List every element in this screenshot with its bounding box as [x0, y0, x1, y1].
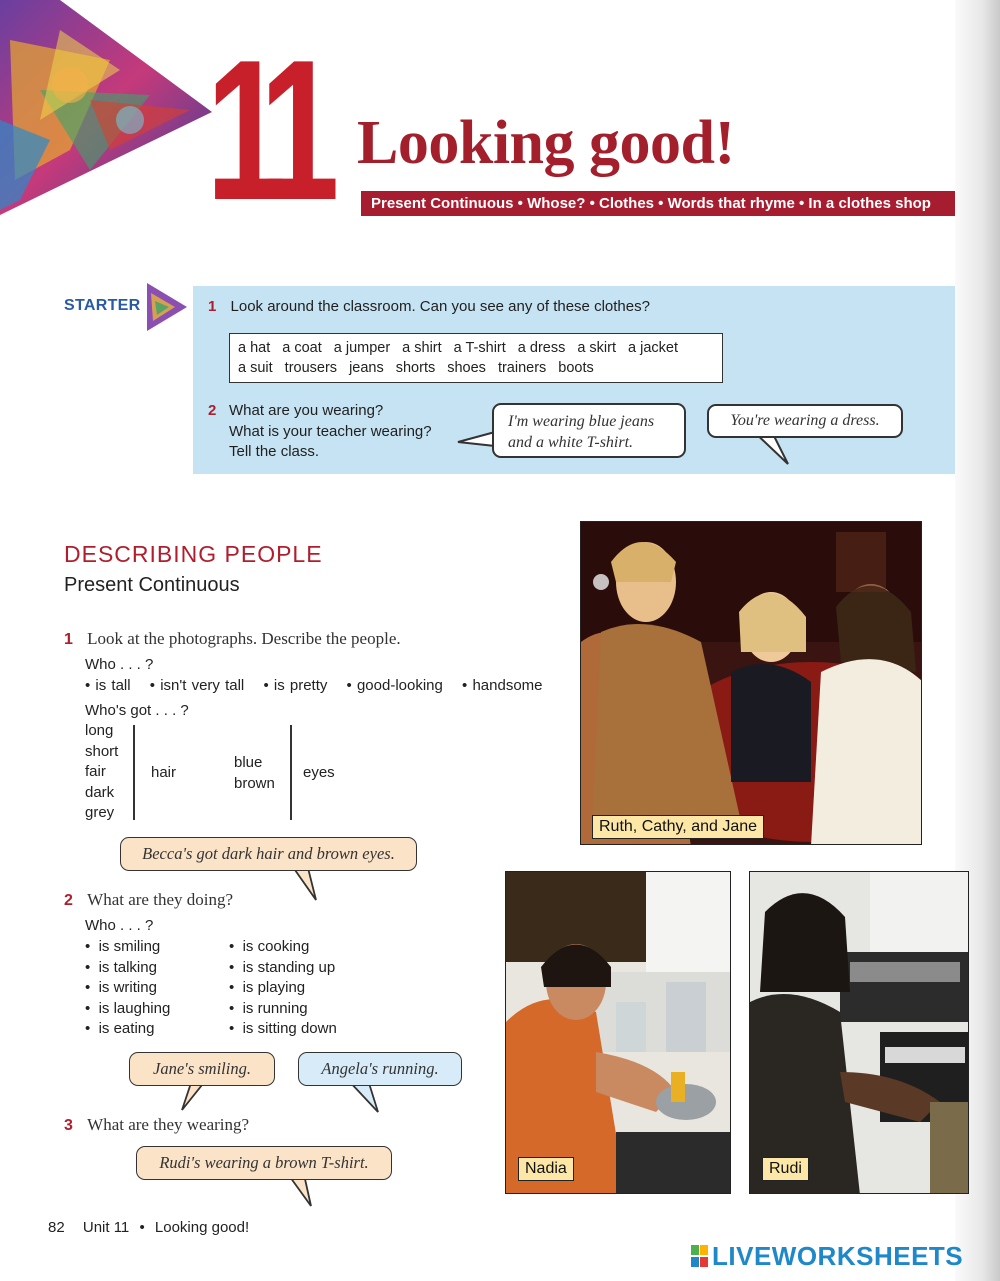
starter-arrow-icon	[145, 281, 190, 333]
doing-item: • is cooking	[229, 938, 310, 955]
who-item: • good-looking	[346, 677, 443, 694]
question-number: 2	[208, 402, 217, 419]
hair-adjective: short	[85, 742, 119, 760]
speech-bubble-becca: Becca's got dark hair and brown eyes.	[120, 837, 417, 871]
exercise-text: What are they doing?	[87, 890, 234, 909]
question-number: 1	[208, 298, 217, 315]
eye-adjectives	[234, 753, 275, 794]
who-item: • isn't very tall	[149, 677, 245, 694]
question-line: What is your teacher wearing?	[229, 422, 432, 440]
hair-adjective: grey	[85, 804, 115, 821]
divider-line	[290, 725, 292, 820]
who-list	[85, 676, 543, 697]
bubble-line: I'm wearing blue jeans	[508, 413, 655, 430]
hair-adjective: long	[85, 722, 114, 739]
footer-title: Looking good!	[154, 1219, 250, 1236]
hair-word: hair	[151, 764, 177, 781]
starter-question-1	[208, 298, 650, 315]
section-subtitle: Present Continuous	[64, 574, 240, 596]
who-item: • handsome	[462, 677, 543, 694]
clothes-word: shoes	[447, 360, 486, 376]
hair-adjective: fair	[85, 763, 106, 780]
liveworksheets-logo	[691, 1241, 963, 1272]
exercise-number: 2	[64, 892, 73, 909]
exercise-2	[64, 890, 233, 910]
clothes-word-box	[229, 333, 723, 383]
clothes-word: jeans	[349, 360, 384, 376]
speech-bubble-rudi: Rudi's wearing a brown T-shirt.	[136, 1146, 392, 1180]
hair-adjective: dark	[85, 783, 115, 801]
speech-bubble-angela: Angela's running.	[298, 1052, 462, 1086]
photo-caption-rudi: Rudi	[762, 1157, 809, 1181]
clothes-word: a T-shirt	[453, 340, 506, 356]
clothes-word: trainers	[497, 360, 547, 376]
photo-nadia	[505, 871, 731, 1194]
clothes-word: a hat	[238, 340, 271, 356]
footer-unit: Unit 11	[82, 1219, 130, 1236]
clothes-word: a shirt	[402, 340, 442, 356]
who-item: • is tall	[85, 677, 131, 694]
eye-adjective: brown	[234, 774, 275, 792]
doing-item: • is laughing	[85, 999, 171, 1017]
exercise-3	[64, 1115, 249, 1135]
photo-friends	[580, 521, 922, 845]
section-title: DESCRIBING PEOPLE	[64, 541, 323, 567]
clothes-row-1	[238, 338, 714, 358]
doing-item: • is writing	[85, 979, 157, 996]
clothes-word: a jacket	[628, 340, 678, 356]
doing-item: • is running	[229, 999, 308, 1017]
doing-item: • is standing up	[229, 958, 336, 976]
clothes-word: trousers	[284, 360, 338, 376]
speech-bubble-jane: Jane's smiling.	[129, 1052, 275, 1086]
clothes-word: a suit	[238, 360, 273, 376]
clothes-word: a skirt	[577, 340, 617, 356]
speech-bubble-dress: You're wearing a dress.	[707, 404, 903, 438]
exercise-1	[64, 629, 401, 649]
exercise-text: Look at the photographs. Describe the people.	[87, 629, 401, 648]
clothes-word: boots	[558, 360, 594, 376]
doing-item: • is eating	[85, 1020, 155, 1037]
divider-line	[133, 725, 135, 820]
unit-title: Looking good!	[357, 109, 735, 177]
doing-item: • is playing	[229, 979, 306, 996]
doing-item: • is sitting down	[229, 1020, 337, 1037]
bubble-line: and a white T-shirt.	[508, 434, 634, 451]
question-text: Look around the classroom. Can you see any of these clothes?	[230, 298, 650, 315]
clothes-word: shorts	[395, 360, 436, 376]
doing-item: • is smiling	[85, 938, 161, 955]
liveworksheets-text: LIVEWORKSHEETS	[712, 1241, 964, 1271]
who-item: • is pretty	[263, 677, 328, 694]
footer-separator: •	[139, 1219, 145, 1236]
question-line: Tell the class.	[229, 443, 320, 460]
starter-question-2	[208, 401, 432, 463]
liveworksheets-icon	[691, 1243, 708, 1265]
clothes-word: a jumper	[333, 340, 391, 356]
starter-label: STARTER	[64, 297, 141, 314]
unit-number: 11	[206, 19, 321, 242]
clothes-word: a dress	[517, 340, 566, 356]
exercise-number: 1	[64, 631, 73, 648]
who-prompt: Who . . . ?	[85, 656, 154, 673]
clothes-word: a coat	[282, 340, 322, 356]
page-number: 82	[48, 1219, 65, 1236]
topic-bar: Present Continuous • Whose? • Clothes • Words that rhyme • In a clothes shop	[361, 191, 955, 216]
doing-list-2	[229, 937, 337, 1040]
doing-list-1	[85, 937, 170, 1040]
page-footer	[48, 1219, 249, 1236]
photo-caption-nadia: Nadia	[518, 1157, 574, 1181]
photo-caption-friends: Ruth, Cathy, and Jane	[592, 815, 764, 839]
whos-got-prompt: Who's got . . . ?	[85, 702, 189, 719]
exercise-text: What are they wearing?	[87, 1115, 250, 1134]
question-line: What are you wearing?	[229, 402, 384, 419]
exercise-number: 3	[64, 1117, 73, 1134]
speech-bubble-jeans	[492, 403, 686, 458]
hair-adjectives	[85, 721, 118, 824]
clothes-row-2	[238, 358, 714, 378]
who-prompt: Who . . . ?	[85, 917, 154, 934]
unit-banner-art	[0, 0, 215, 215]
eye-adjective: blue	[234, 754, 263, 771]
eyes-word: eyes	[303, 764, 335, 781]
photo-rudi	[749, 871, 969, 1194]
doing-item: • is talking	[85, 958, 157, 976]
